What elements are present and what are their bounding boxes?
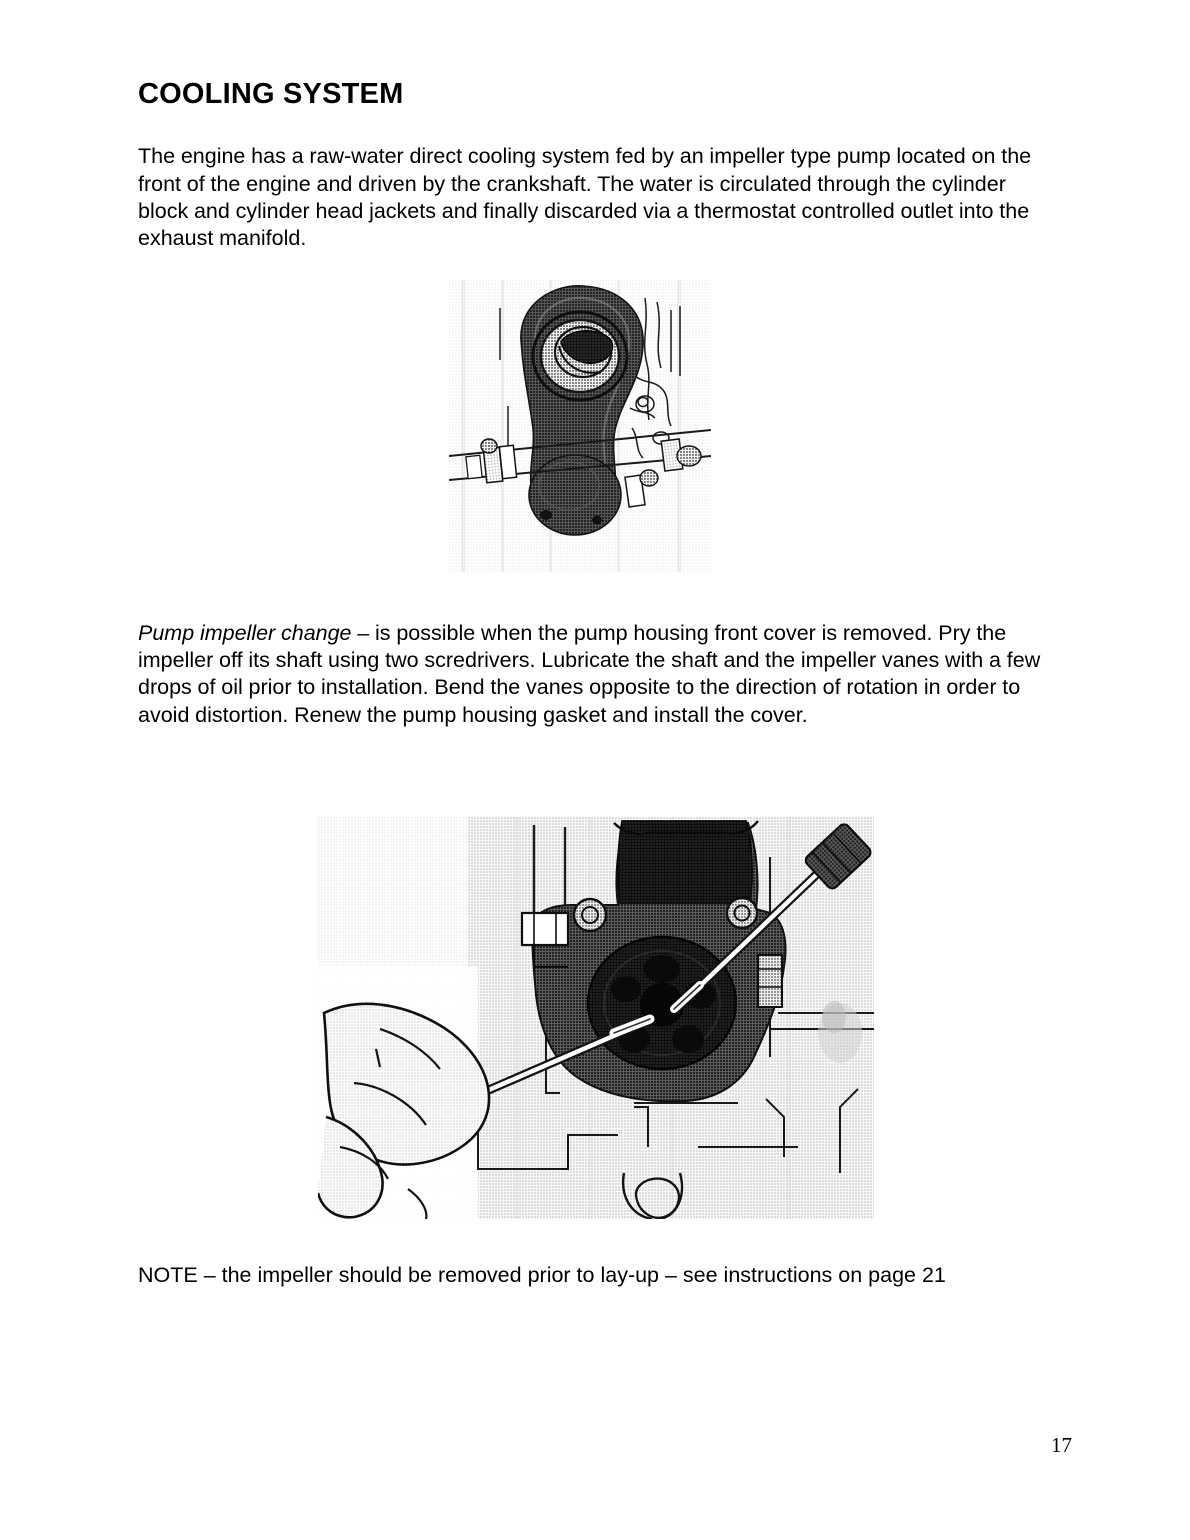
hex-fitting-right: [758, 955, 782, 1007]
page-title: COOLING SYSTEM: [138, 78, 404, 110]
page-content-note: [138, 1262, 1048, 1289]
page-content-lower: [138, 620, 1048, 729]
paragraph-impeller-body: – is possible when the pump housing front cover is removed. Pry the impeller off its shaft using two scredrivers. Lubricate the shaft and the impeller vanes with a few drops of oil prior to installation. Bend the vanes opposite to the direction of rotation in order to avoid distortion. Renew the pump housing gasket and install the cover.: [138, 621, 1041, 727]
paragraph-impeller-lead: Pump impeller change: [138, 621, 352, 645]
figure-pump-photo: [449, 280, 711, 572]
figure-impeller-removal-photo: [318, 817, 874, 1219]
note-line: NOTE – the impeller should be removed prior to lay-up – see instructions on page 21: [138, 1263, 946, 1287]
page-content: [138, 0, 1048, 252]
paragraph-impeller-change: [138, 620, 1048, 729]
impeller-removal-illustration: [318, 817, 874, 1219]
pump-photo-illustration: [449, 280, 711, 572]
paragraph-intro: The engine has a raw-water direct cooling system fed by an impeller type pump located on the front of the engine and driven by the crankshaft. The water is circulated through the cylinder block and cylinder head jackets and finally discarded via a thermostat controlled outlet into the exhaust manifold.: [138, 144, 1032, 250]
page-number: 17: [1051, 1433, 1072, 1457]
